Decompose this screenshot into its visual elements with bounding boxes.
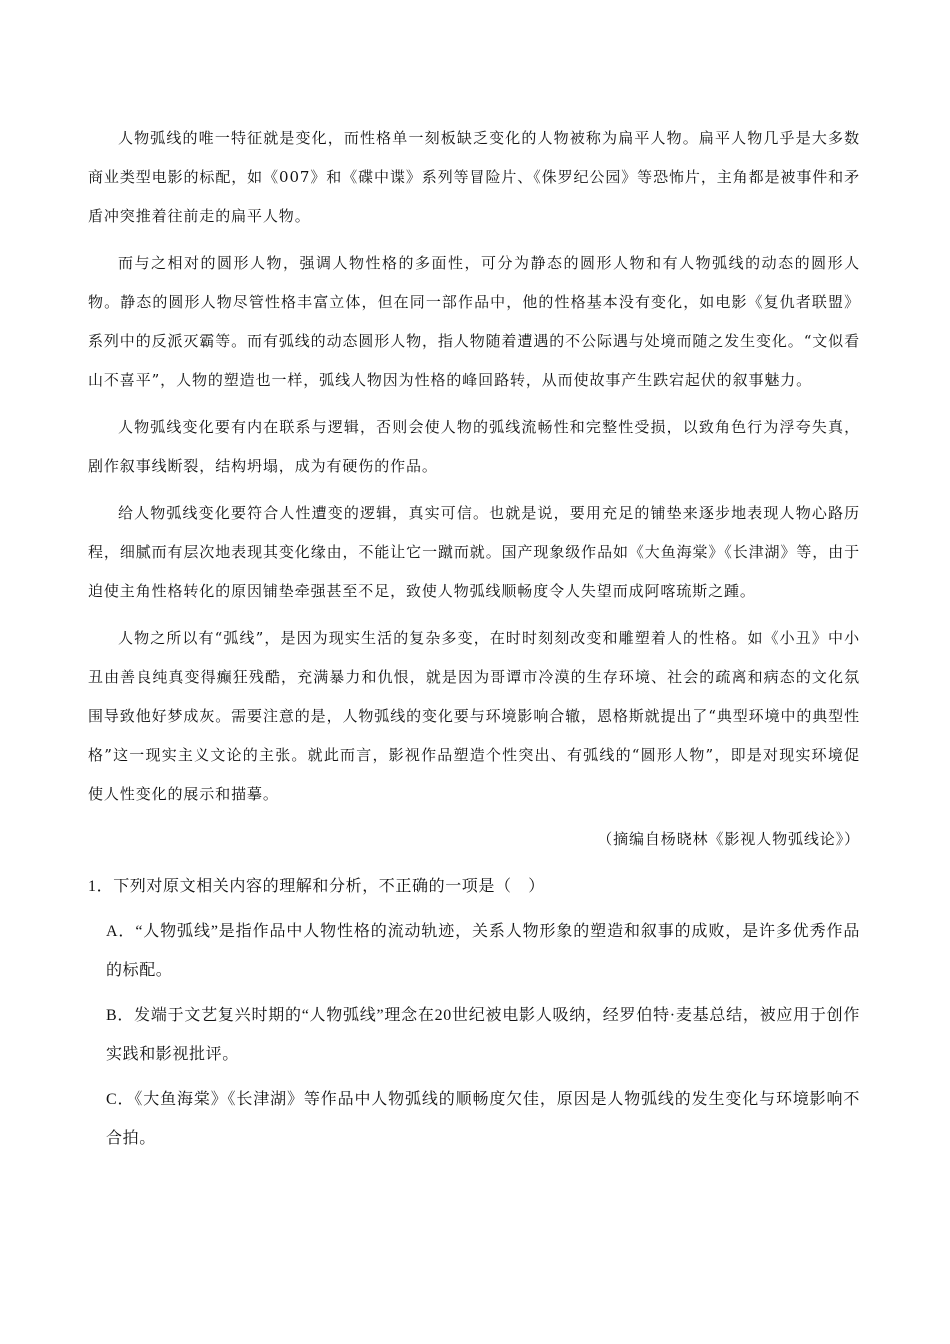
option-c: C．《大鱼海棠》《长津湖》等作品中人物弧线的顺畅度欠佳，原因是人物弧线的发生变化与环境影响不合拍。: [106, 1091, 860, 1147]
passage-source: （摘编自杨晓林《影视人物弧线论》）: [597, 830, 860, 848]
question-block: [88, 867, 860, 1158]
option-a: A．“人物弧线”是指作品中人物性格的流动轨迹，关系人物形象的塑造和叙事的成败，是许多优秀作品的标配。: [106, 923, 860, 979]
document-page: [88, 119, 860, 1158]
reading-passage: [88, 119, 860, 859]
option-b: B．发端于文艺复兴时期的“人物弧线”理念在20世纪被电影人吸纳，经罗伯特·麦基总结，被应用于创作实践和影视批评。: [106, 1007, 860, 1063]
passage-paragraph-3: 人物弧线变化要有内在联系与逻辑，否则会使人物的弧线流畅性和完整性受损，以致角色行为浮夸失真，剧作叙事线断裂，结构坍塌，成为有硬伤的作品。: [88, 418, 860, 475]
passage-paragraph-2: 而与之相对的圆形人物，强调人物性格的多面性，可分为静态的圆形人物和有人物弧线的动态的圆形人物。静态的圆形人物尽管性格丰富立体，但在同一部作品中，他的性格基本没有变化，如电影《复仇者联盟》系列中的反派灭霸等。而有弧线的动态圆形人物，指人物随着遭遇的不公际遇与处境而随之发生变化。“文似看山不喜平”，人物的塑造也一样，弧线人物因为性格的峰回路转，从而使故事产生跌宕起伏的叙事魅力。: [88, 254, 860, 389]
passage-paragraph-4: 给人物弧线变化要符合人性遭变的逻辑，真实可信。也就是说，要用充足的铺垫来逐步地表现人物心路历程，细腻而有层次地表现其变化缘由，不能让它一蹴而就。国产现象级作品如《大鱼海棠》《长津湖》等，由于迫使主角性格转化的原因铺垫牵强甚至不足，致使人物弧线顺畅度令人失望而成阿喀琉斯之踵。: [88, 504, 860, 600]
passage-paragraph-1: 人物弧线的唯一特征就是变化，而性格单一刻板缺乏变化的人物被称为扁平人物。扁平人物几乎是大多数商业类型电影的标配，如《007》和《碟中谍》系列等冒险片、《侏罗纪公园》等恐怖片，主角都是被事件和矛盾冲突推着往前走的扁平人物。: [88, 129, 860, 225]
passage-paragraph-5: 人物之所以有“弧线”，是因为现实生活的复杂多变，在时时刻刻改变和雕塑着人的性格。如《小丑》中小丑由善良纯真变得癫狂残酷，充满暴力和仇恨，就是因为哥谭市冷漠的生存环境、社会的疏离和病态的文化氛围导致他好梦成灰。需要注意的是，人物弧线的变化要与环境影响合辙，恩格斯就提出了“典型环境中的典型性格”这一现实主义文论的主张。就此而言，影视作品塑造个性突出、有弧线的“圆形人物”，即是对现实环境促使人性变化的展示和描摹。: [88, 629, 860, 803]
question-stem: 1．下列对原文相关内容的理解和分析，不正确的一项是（ ）: [88, 878, 545, 895]
